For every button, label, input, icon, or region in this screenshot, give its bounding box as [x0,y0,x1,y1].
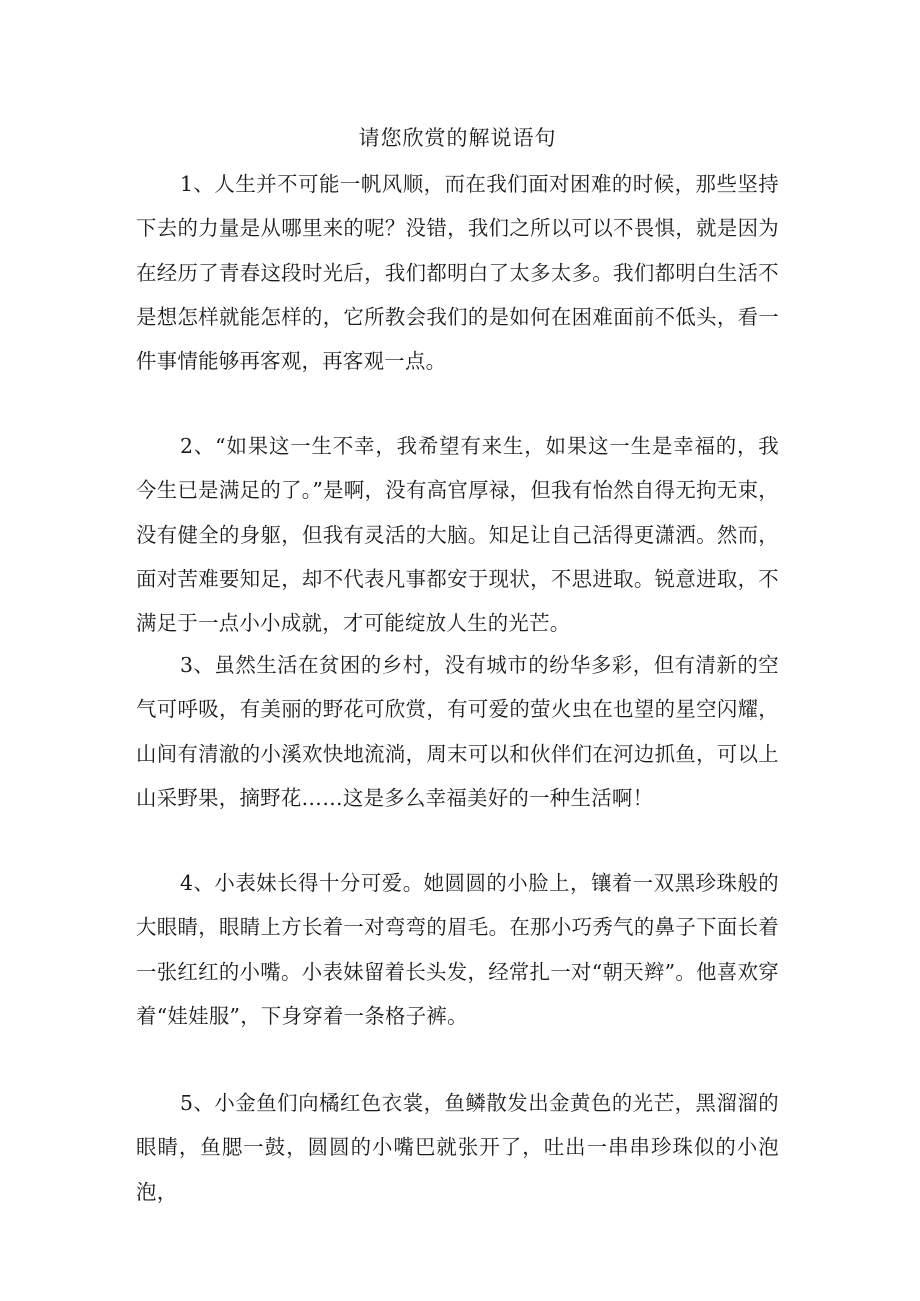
document-title: 请您欣赏的解说语句 [358,126,557,150]
paragraph-5: 5、小金鱼们向橘红色衣裳，鱼鳞散发出金黄色的光芒，黑溜溜的眼睛，鱼腮一鼓，圆圆的小嘴巴就张开了，吐出一串串珍珠似的小泡泡， [136,1091,779,1204]
paragraph-4: 4、小表妹长得十分可爱。她圆圆的小脸上，镶着一双黑珍珠般的大眼睛，眼睛上方长着一对弯弯的眉毛。在那小巧秀气的鼻子下面长着一张红红的小嘴。小表妹留着长头发，经常扎一对“朝天辫”。他喜欢穿着“娃娃服”，下身穿着一条格子裤。 [136,871,779,1028]
paragraph-1: 1、人生并不可能一帆风顺，而在我们面对困难的时候，那些坚持下去的力量是从哪里来的呢？没错，我们之所以可以不畏惧，就是因为在经历了青春这段时光后，我们都明白了太多太多。我们都明白生活不是想怎样就能怎样的，它所教会我们的是如何在困难面前不低头，看一件事情能够再客观，再客观一点。 [136,172,779,374]
paragraph-2: 2、“如果这一生不幸，我希望有来生，如果这一生是幸福的，我今生已是满足的了。”是啊，没有高官厚禄，但我有怡然自得无拘无束，没有健全的身躯，但我有灵活的大脑。知足让自己活得更潇洒。然而，面对苦难要知足，却不代表凡事都安于现状，不思进取。锐意进取，不满足于一点小小成就，才可能绽放人生的光芒。 [136,434,779,636]
paragraph-3: 3、虽然生活在贫困的乡村，没有城市的纷华多彩，但有清新的空气可呼吸，有美丽的野花可欣赏，有可爱的萤火虫在也望的星空闪耀，山间有清澈的小溪欢快地流淌，周末可以和伙伴们在河边抓鱼，可以上山采野果，摘野花……这是多么幸福美好的一种生活啊！ [136,653,779,810]
